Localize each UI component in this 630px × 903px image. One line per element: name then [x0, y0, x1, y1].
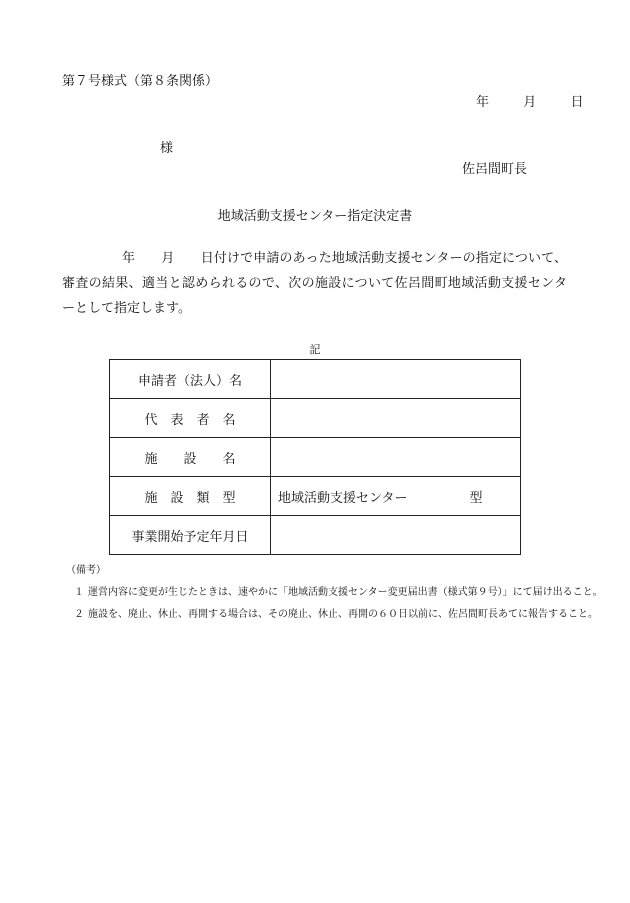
- row-value: [271, 516, 521, 555]
- row-value: [271, 477, 521, 516]
- row-label: 施 設 類 型: [110, 477, 271, 516]
- designation-table: [109, 359, 521, 555]
- addressee: 様: [160, 141, 174, 156]
- row-label: 事業開始予定年月日: [110, 516, 271, 555]
- date-year: 年: [476, 95, 490, 110]
- ki-marker: 記: [309, 343, 321, 356]
- row-label: 申請者（法人）名: [110, 360, 271, 399]
- date-line: [476, 91, 584, 110]
- row-value: [271, 399, 521, 438]
- remarks-heading: （備考）: [66, 565, 106, 576]
- issuer-name: 佐呂間町長: [462, 162, 528, 177]
- document-title: 地域活動支援センター指定決定書: [217, 209, 413, 224]
- row-label: 代 表 者 名: [110, 399, 271, 438]
- table-row: [110, 516, 521, 555]
- row-value: [271, 438, 521, 477]
- body-paragraph: 年 月 日付けで申請のあった地域活動支援センターの指定について、審査の結果、適当と認められるので、次の施設について佐呂間町地域活動支援センターとして指定します。: [62, 251, 567, 316]
- form-number: 第７号様式（第８条関係）: [62, 74, 219, 89]
- remark-note: [74, 605, 598, 620]
- table-row: [110, 360, 521, 399]
- date-day: 日: [570, 95, 584, 110]
- note-number: ２: [74, 609, 84, 620]
- date-month: 月: [523, 95, 537, 110]
- note-text: 運営内容に変更が生じたときは、速やかに「地域活動支援センター変更届出書（様式第９号）」にて届け出ること。: [88, 587, 603, 598]
- row-label: 施 設 名: [110, 438, 271, 477]
- note-text: 施設を、廃止、休止、再開する場合は、その廃止、休止、再開の６０日以前に、佐呂間町長あてに報告すること。: [88, 609, 598, 620]
- facility-type-value: 地域活動支援センター: [278, 490, 408, 506]
- remark-note: [74, 583, 603, 598]
- table-row: [110, 399, 521, 438]
- facility-type-suffix: 型: [469, 490, 483, 506]
- table-row: [110, 477, 521, 516]
- row-value: [271, 360, 521, 399]
- table-row: [110, 438, 521, 477]
- note-number: １: [74, 587, 84, 598]
